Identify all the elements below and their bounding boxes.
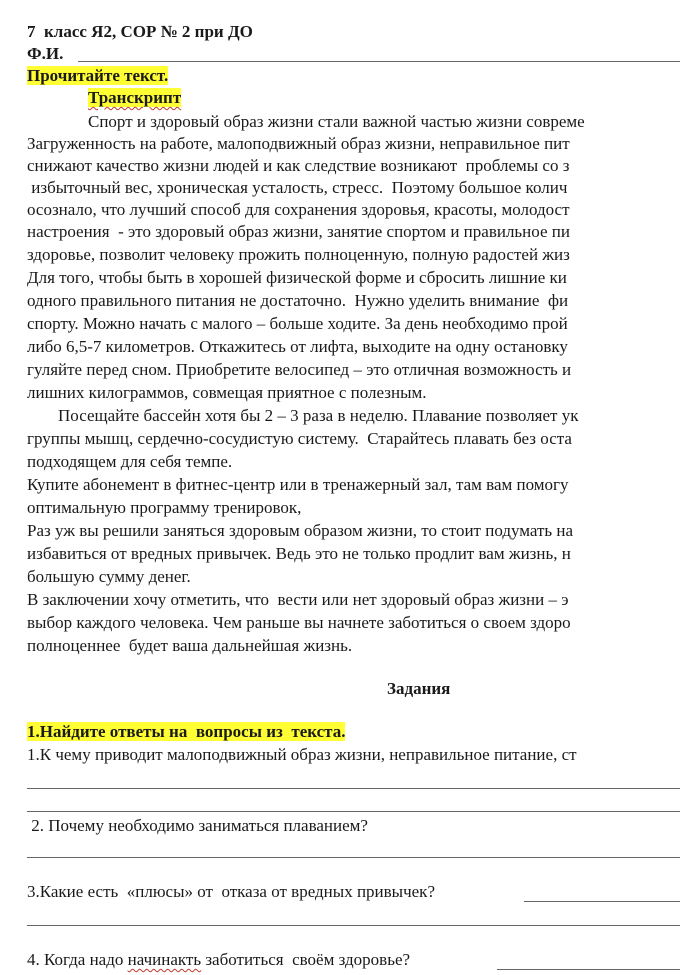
question-3: 3.Какие есть «плюсы» от отказа от вредных привычек?	[27, 882, 435, 901]
worksheet-title: 7 класс Я2, СОР № 2 при ДО	[27, 22, 253, 41]
answer-line	[27, 925, 680, 926]
name-blank-line	[78, 61, 680, 62]
answer-line	[27, 857, 680, 858]
text-line: либо 6,5-7 километров. Откажитесь от лифта, выходите на одну остановку	[27, 337, 568, 356]
question-4	[27, 950, 410, 970]
text-line: Раз уж вы решили заняться здоровым образом жизни, то стоит подумать на	[27, 521, 574, 540]
question-4-start: 4. Когда надо	[27, 950, 128, 969]
text-line: Посещайте бассейн хотя бы 2 – 3 раза в неделю. Плавание позволяет ук	[58, 406, 579, 425]
instruction-read-text: Прочитайте текст.	[27, 66, 169, 85]
text-line: подходящем для себя темпе.	[27, 452, 233, 471]
text-title-transcript: Транскрипт	[88, 88, 182, 107]
task1-heading: 1.Найдите ответы на вопросы из текста.	[27, 722, 346, 741]
text-line: большую сумму денег.	[27, 567, 191, 586]
text-line: лишних килограммов, совмещая приятное с полезным.	[27, 383, 427, 402]
text-line: группы мышц, сердечно-сосудистую систему. Старайтесь плавать без оста	[27, 429, 572, 448]
answer-line	[27, 788, 680, 789]
text-line: снижают качество жизни людей и как следствие возникают проблемы со з	[27, 156, 570, 175]
text-line: настроения - это здоровый образ жизни, занятие спортом и правильное пи	[27, 222, 570, 241]
text-line: выбор каждого человека. Чем раньше вы начнете заботиться о своем здоро	[27, 613, 571, 632]
text-line: спорту. Можно начать с малого – больше ходите. За день необходимо прой	[27, 314, 568, 333]
answer-line	[27, 811, 680, 812]
text-line: Загруженность на работе, малоподвижный образ жизни, неправильное пит	[27, 134, 570, 153]
question-2: 2. Почему необходимо заниматься плаванием?	[27, 816, 368, 835]
question-1: 1.К чему приводит малоподвижный образ жизни, неправильное питание, ст	[27, 745, 577, 764]
tasks-heading: Задания	[387, 679, 451, 698]
misspelled-word: начинакть	[127, 950, 202, 969]
text-line: В заключении хочу отметить, что вести или нет здоровый образ жизни – э	[27, 590, 569, 609]
text-line: избыточный вес, хроническая усталость, стресс. Поэтому большое колич	[27, 178, 568, 197]
text-line: Спорт и здоровый образ жизни стали важной частью жизни совреме	[88, 112, 585, 131]
text-line: гуляйте перед сном. Приобретите велосипед – это отличная возможность и	[27, 360, 572, 379]
text-line: Купите абонемент в фитнес-центр или в тренажерный зал, там вам помогу	[27, 475, 569, 494]
text-line: оптимальную программу тренировок,	[27, 498, 302, 517]
text-line: осознало, что лучший способ для сохранения здоровья, красоты, молодост	[27, 200, 570, 219]
text-line: здоровье, позволит человеку прожить полноценную, полную радостей жиз	[27, 245, 570, 264]
answer-line	[497, 969, 680, 970]
text-line: одного правильного питания не достаточно. Нужно уделить внимание фи	[27, 291, 569, 310]
text-line: Для того, чтобы быть в хорошей физической форме и сбросить лишние ки	[27, 268, 567, 287]
text-line: полноценнее будет ваша дальнейшая жизнь.	[27, 636, 353, 655]
text-line: избавиться от вредных привычек. Ведь это не только продлит вам жизнь, н	[27, 544, 571, 563]
answer-line	[524, 901, 680, 902]
question-4-end: заботиться своём здоровье?	[201, 950, 411, 969]
name-label: Ф.И.	[27, 44, 64, 63]
